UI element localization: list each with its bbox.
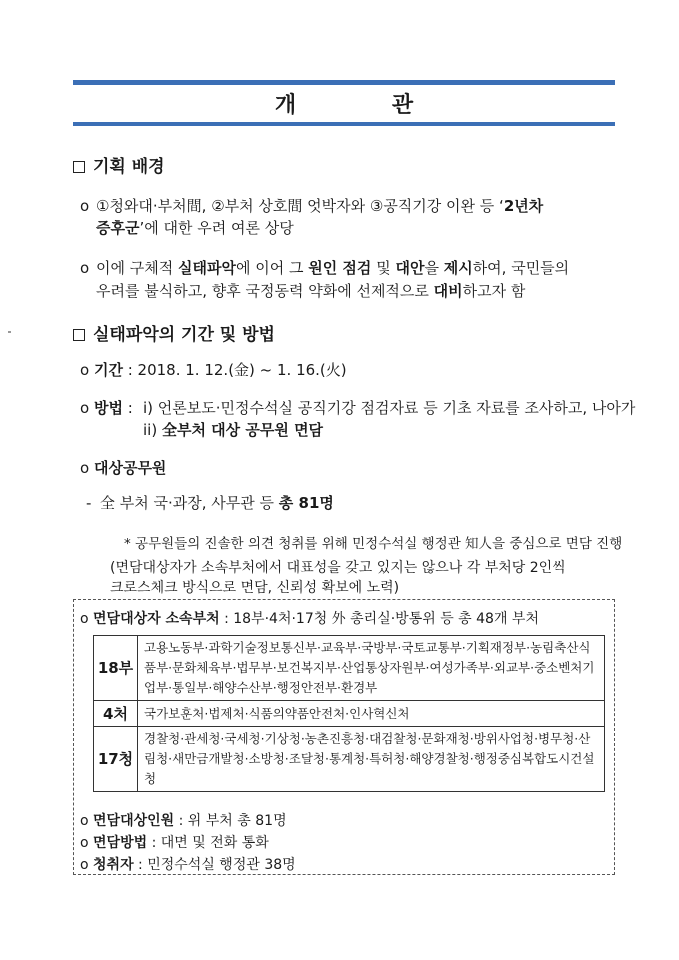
- text-run: ①청와대·부처間, ②부처 상호間 엇박자와 ③공직기강 이완 등 ‘: [96, 197, 504, 215]
- text-run: 하고자 함: [462, 282, 526, 300]
- text-run: 하여, 국민들의: [472, 259, 570, 277]
- text-run-bold: 2년차: [503, 197, 544, 215]
- bullet-marker: o: [80, 259, 90, 277]
- method-item-i: i) 언론보도·민정수석실 공직기강 점검자료 등 기초 자료를 조사하고, 나아가: [143, 399, 636, 417]
- text-run: 우려를 불식하고, 향후 국정동력 약화에 선제적으로: [96, 282, 434, 300]
- table-row: [94, 727, 605, 792]
- square-bullet-icon: [73, 329, 85, 341]
- scan-mark: [8, 331, 11, 333]
- text-run-bold: 원인 점검: [308, 259, 372, 277]
- table-row: [94, 701, 605, 727]
- bullet-marker: o: [80, 813, 89, 829]
- row-ministries-list: 고용노동부·과학기술정보통신부·교육부·국방부·국토교통부·기획재정부·농림축산식품부·문화체육부·법무부·보건복지부·산업통상자원부·여성가족부·외교부·중소벤처기업부·통일부·해양수산부·행정안전부·환경부: [138, 636, 605, 701]
- target-total-line: [100, 493, 334, 514]
- bullet-marker: o: [80, 857, 89, 873]
- table-row: [94, 636, 605, 701]
- separator: :: [122, 399, 133, 417]
- text-run-bold: 실태파악: [178, 259, 236, 277]
- interviewer-line: [80, 854, 296, 874]
- text-run-bold: 대비: [433, 282, 463, 300]
- interview-method-line: [80, 832, 269, 852]
- field-value: : 위 부처 총 81명: [174, 813, 287, 829]
- bullet-marker: o: [80, 611, 89, 627]
- bullet-marker: o: [80, 399, 90, 417]
- square-bullet-icon: [73, 161, 85, 173]
- section-heading-background: [73, 152, 165, 177]
- text-run-bold: 증후군: [96, 219, 140, 237]
- departments-line: [80, 608, 539, 628]
- method-label: 방법: [93, 399, 123, 417]
- period-value: : 2018. 1. 12.(金) ~ 1. 16.(火): [122, 361, 347, 379]
- field-label: 면담대상인원: [93, 813, 175, 829]
- target-label: 대상공무원: [93, 459, 167, 477]
- departments-value: : 18부·4처·17청 外 총리실·방통위 등 총 48개 부처: [219, 611, 539, 627]
- row-head-offices: 4처: [94, 701, 138, 727]
- text-run: ’에 대한 우려 여론 상당: [139, 219, 294, 237]
- row-offices-list: 국가보훈처·법제처·식품의약품안전처·인사혁신처: [138, 701, 605, 727]
- row-head-ministries: 18부: [94, 636, 138, 701]
- interview-note-2: (면담대상자가 소속부처에서 대표성을 갖고 있지는 않으나 각 부처당 2인씩: [110, 560, 566, 576]
- title-rule-top: [73, 80, 615, 85]
- bullet-marker: o: [80, 835, 89, 851]
- target-heading: [80, 458, 166, 479]
- department-table: [93, 635, 605, 792]
- text-run: ii): [143, 421, 162, 439]
- text-run-bold: 총 81명: [278, 494, 334, 512]
- departments-label: 면담대상자 소속부처: [93, 611, 220, 627]
- background-line-4: [96, 281, 525, 302]
- text-run: 을: [424, 259, 444, 277]
- text-run-bold: 제시: [443, 259, 473, 277]
- row-head-agencies: 17청: [94, 727, 138, 792]
- page-title: 개 관: [274, 93, 458, 118]
- bullet-marker: o: [80, 361, 90, 379]
- period-line: [80, 360, 347, 381]
- field-label: 청취자: [93, 857, 134, 873]
- text-run-bold: 대안: [395, 259, 425, 277]
- interview-note-3: 크로스체크 방식으로 면담, 신뢰성 확보에 노력): [110, 580, 400, 596]
- section-heading-method: [73, 320, 275, 345]
- field-value: : 대면 및 전화 통화: [147, 835, 269, 851]
- text-run: 에 이어 그: [235, 259, 309, 277]
- method-item-ii: [143, 420, 323, 441]
- field-label: 면담방법: [93, 835, 148, 851]
- background-line-3: [96, 258, 569, 279]
- row-agencies-list: 경찰청·관세청·국세청·기상청·농촌진흥청·대검찰청·문화재청·방위사업청·병무청·산림청·새만금개발청·소방청·조달청·통계청·특허청·해양경찰청·행정중심복합도시건설청: [138, 727, 605, 792]
- text-run: 全 부처 국·과장, 사무관 등: [100, 494, 279, 512]
- background-line-1: [96, 196, 543, 217]
- interview-count-line: [80, 810, 287, 830]
- title-rule-bottom: [73, 122, 615, 126]
- text-run-bold: 全부처 대상 공무원 면담: [161, 421, 324, 439]
- bullet-marker: o: [80, 197, 90, 215]
- section-heading-text: 실태파악의 기간 및 방법: [93, 325, 275, 345]
- method-line-1: [80, 398, 133, 419]
- text-run: 및: [371, 259, 396, 277]
- background-line-2: [96, 218, 294, 239]
- period-label: 기간: [93, 361, 123, 379]
- text-run: 이에 구체적: [96, 259, 178, 277]
- section-heading-text: 기획 배경: [93, 157, 165, 177]
- dash-marker: -: [86, 494, 92, 512]
- bullet-marker: o: [80, 459, 90, 477]
- field-value: : 민정수석실 행정관 38명: [133, 857, 296, 873]
- interview-note-1: * 공무원들의 진솔한 의견 청취를 위해 민정수석실 행정관 知人을 중심으로 면담 진행: [124, 536, 623, 552]
